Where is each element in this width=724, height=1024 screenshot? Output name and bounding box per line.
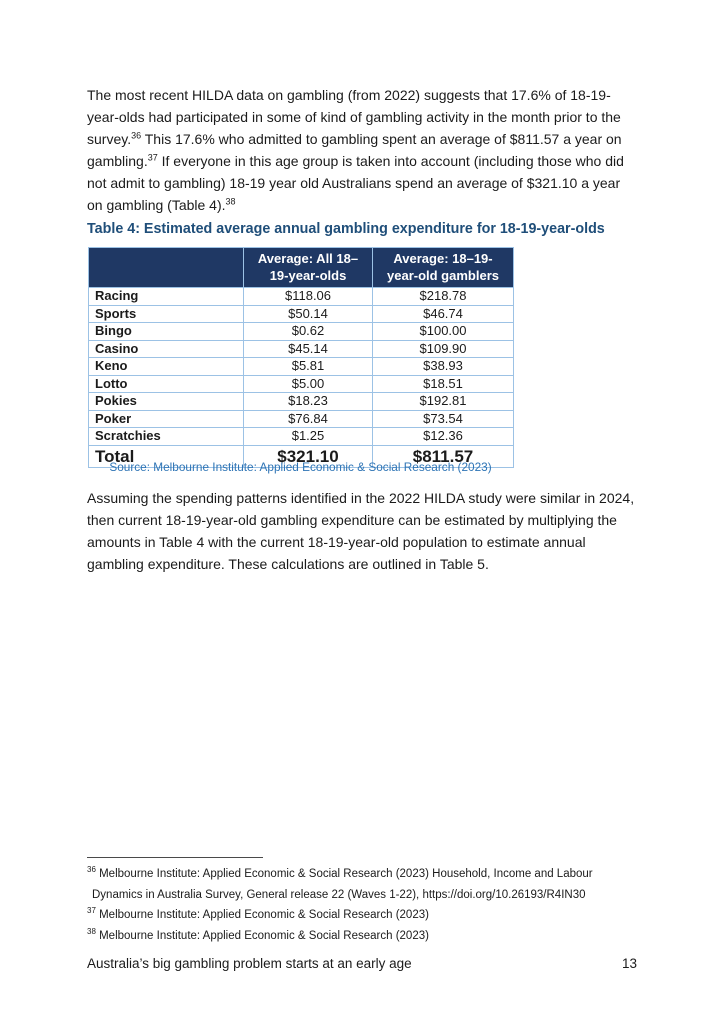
table-row [89, 358, 514, 376]
footnote-ref-38[interactable]: 38 [225, 196, 236, 207]
row-gamblers-value: $100.00 [373, 323, 514, 341]
table-row [89, 393, 514, 411]
header-cell-empty [89, 248, 244, 288]
row-label: Racing [89, 288, 244, 306]
table-row [89, 323, 514, 341]
footnote-number: 38 [87, 926, 96, 936]
row-label: Poker [89, 410, 244, 428]
row-gamblers-value: $46.74 [373, 305, 514, 323]
footnote-separator [87, 857, 263, 858]
row-all-value: $0.62 [244, 323, 373, 341]
row-label: Keno [89, 358, 244, 376]
footnote-number: 37 [87, 906, 96, 916]
table-4-title: Table 4: Estimated average annual gambling expenditure for 18-19-year-olds [87, 221, 605, 237]
row-gamblers-value: $192.81 [373, 393, 514, 411]
paragraph-1-text-c: If everyone in this age group is taken into account (including those who did not admit to gambling) 18-19 year old Australians spend an average of $321.10 a year on gambling (Table 4). [87, 153, 624, 213]
table-row [89, 410, 514, 428]
row-label: Lotto [89, 375, 244, 393]
footnotes-section [87, 864, 645, 946]
paragraph-2: Assuming the spending patterns identified in the 2022 HILDA study were similar in 2024, then current 18-19-year-old gambling expenditure can be estimated by multiplying the amounts in Table 4 with the current 18-19-year-old population to estimate annual gambling expenditure. These calculations are outlined in Table 5. [87, 490, 635, 572]
doi-link[interactable]: https://doi.org/10.26193/R4IN30 [422, 888, 586, 901]
row-label: Pokies [89, 393, 244, 411]
total-all-value: $321.10 [244, 445, 373, 467]
footnote [87, 926, 645, 947]
footnote-ref-36[interactable]: 36 [131, 130, 142, 141]
paragraph-1-text-a: The most recent HILDA data on gambling (from 2022) suggests that 17.6% of 18-19-year-olds had participated in some of kind of gambling activity in the month prior to the survey. [87, 87, 621, 147]
footnote [87, 905, 645, 926]
row-label: Casino [89, 340, 244, 358]
page-footer [87, 956, 637, 971]
paragraph-1 [87, 84, 639, 216]
row-all-value: $5.00 [244, 375, 373, 393]
footer-document-title: Australia’s big gambling problem starts at an early age [87, 956, 412, 971]
paragraph-1-text-b: This 17.6% who admitted to gambling spent an average of $811.57 a year on gambling. [87, 131, 622, 169]
footnote [87, 864, 645, 905]
row-all-value: $45.14 [244, 340, 373, 358]
table-4 [88, 247, 514, 468]
total-label: Total [89, 445, 244, 467]
table-row [89, 375, 514, 393]
table-row [89, 428, 514, 446]
row-all-value: $76.84 [244, 410, 373, 428]
total-gamblers-value: $811.57 [373, 445, 514, 467]
table-row [89, 288, 514, 306]
row-gamblers-value: $73.54 [373, 410, 514, 428]
row-gamblers-value: $12.36 [373, 428, 514, 446]
footnote-text: Melbourne Institute: Applied Economic & Social Research (2023) Household, Income and Labour Dynamics in Australia Survey, General release 22 (Waves 1-22), [92, 868, 593, 901]
footnote-ref-37[interactable]: 37 [147, 152, 158, 163]
row-all-value: $5.81 [244, 358, 373, 376]
row-label: Sports [89, 305, 244, 323]
row-all-value: $118.06 [244, 288, 373, 306]
row-all-value: $50.14 [244, 305, 373, 323]
footnote-text: Melbourne Institute: Applied Economic & Social Research (2023) [95, 929, 429, 942]
row-gamblers-value: $38.93 [373, 358, 514, 376]
table-row [89, 305, 514, 323]
row-label: Bingo [89, 323, 244, 341]
footnote-text: Melbourne Institute: Applied Economic & Social Research (2023) [95, 909, 429, 921]
footnote-number: 36 [87, 865, 96, 875]
row-gamblers-value: $18.51 [373, 375, 514, 393]
table-header-row [89, 248, 514, 288]
row-all-value: $1.25 [244, 428, 373, 446]
table-row [89, 340, 514, 358]
page-number: 13 [621, 956, 637, 971]
row-label: Scratchies [89, 428, 244, 446]
row-gamblers-value: $109.90 [373, 340, 514, 358]
header-cell-all-18-19: Average: All 18–19-year-olds [244, 248, 373, 288]
header-cell-gamblers: Average: 18–19-year-old gamblers [373, 248, 514, 288]
row-gamblers-value: $218.78 [373, 288, 514, 306]
table-source: Source: Melbourne Institute: Applied Economic & Social Research (2023) [109, 460, 492, 474]
row-all-value: $18.23 [244, 393, 373, 411]
